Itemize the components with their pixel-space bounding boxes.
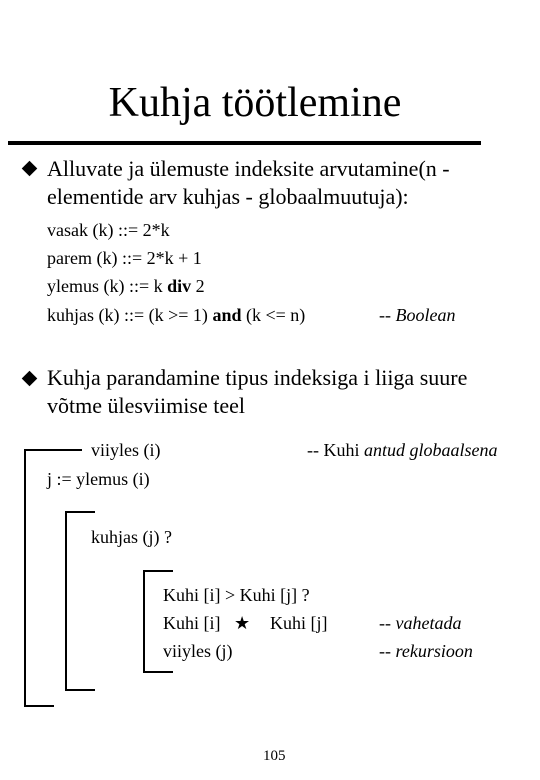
swap-comment [379, 612, 461, 634]
comment-dash: -- Kuhi [307, 440, 364, 460]
outer-frame-bottom [24, 705, 54, 707]
title-underline [8, 141, 481, 145]
swap-left: Kuhi [i] [163, 613, 221, 633]
def-kuhjas-pre: kuhjas (k) ::= (k >= 1) [47, 305, 213, 325]
diamond-bullet-icon [22, 161, 38, 177]
def-ylemus-pre: ylemus (k) ::= k [47, 276, 168, 296]
condition-kuhjas: kuhjas (j) ? [91, 527, 172, 547]
def-vasak: vasak (k) ::= 2*k [47, 220, 170, 240]
def-kuhjas-comment [379, 304, 456, 326]
outer-frame-top [24, 449, 82, 451]
inner-frame-top [143, 570, 173, 572]
def-ylemus [47, 275, 205, 297]
swap-right: Kuhi [j] [270, 613, 328, 633]
proc-name: viiyles (i) [91, 440, 161, 460]
def-ylemus-post: 2 [191, 276, 205, 296]
recurse-call: viiyles (j) [163, 641, 233, 661]
page-number: 105 [263, 748, 286, 764]
def-kuhjas [47, 304, 305, 326]
comment-rekursioon: rekursioon [395, 641, 473, 661]
comment-global: antud globaalsena [364, 440, 498, 460]
condition-compare: Kuhi [i] > Kuhi [j] ? [163, 585, 310, 605]
bullet2-line1: Kuhja parandamine tipus indeksiga i liiga suure [47, 365, 468, 390]
slide-title: Kuhja töötlemine [108, 80, 402, 126]
comment-dash: -- [379, 305, 396, 325]
inner-frame-left [143, 570, 145, 673]
middle-frame-bottom [65, 689, 95, 691]
comment-boolean: Boolean [395, 305, 456, 325]
keyword-and: and [212, 305, 242, 325]
comment-dash: -- [379, 613, 396, 633]
diamond-bullet-icon [22, 371, 38, 387]
star-icon: ★ [234, 613, 251, 633]
middle-frame-top [65, 511, 95, 513]
inner-frame-bottom [143, 671, 173, 673]
def-parem: parem (k) ::= 2*k + 1 [47, 248, 202, 268]
bullet1-line1: Alluvate ja ülemuste indeksite arvutamine(n - [47, 156, 450, 181]
comment-vahetada: vahetada [395, 613, 462, 633]
bullet2-line2: võtme ülesviimise teel [47, 393, 245, 418]
comment-dash: -- [379, 641, 396, 661]
def-kuhjas-post: (k <= n) [241, 305, 306, 325]
outer-frame-left [24, 449, 26, 707]
assign-statement: j := ylemus (i) [47, 469, 150, 489]
proc-comment [307, 439, 498, 461]
keyword-div: div [167, 276, 192, 296]
recurse-comment [379, 640, 473, 662]
bullet1-line2: elementide arv kuhjas - globaalmuutuja): [47, 184, 409, 209]
middle-frame-left [65, 511, 67, 691]
